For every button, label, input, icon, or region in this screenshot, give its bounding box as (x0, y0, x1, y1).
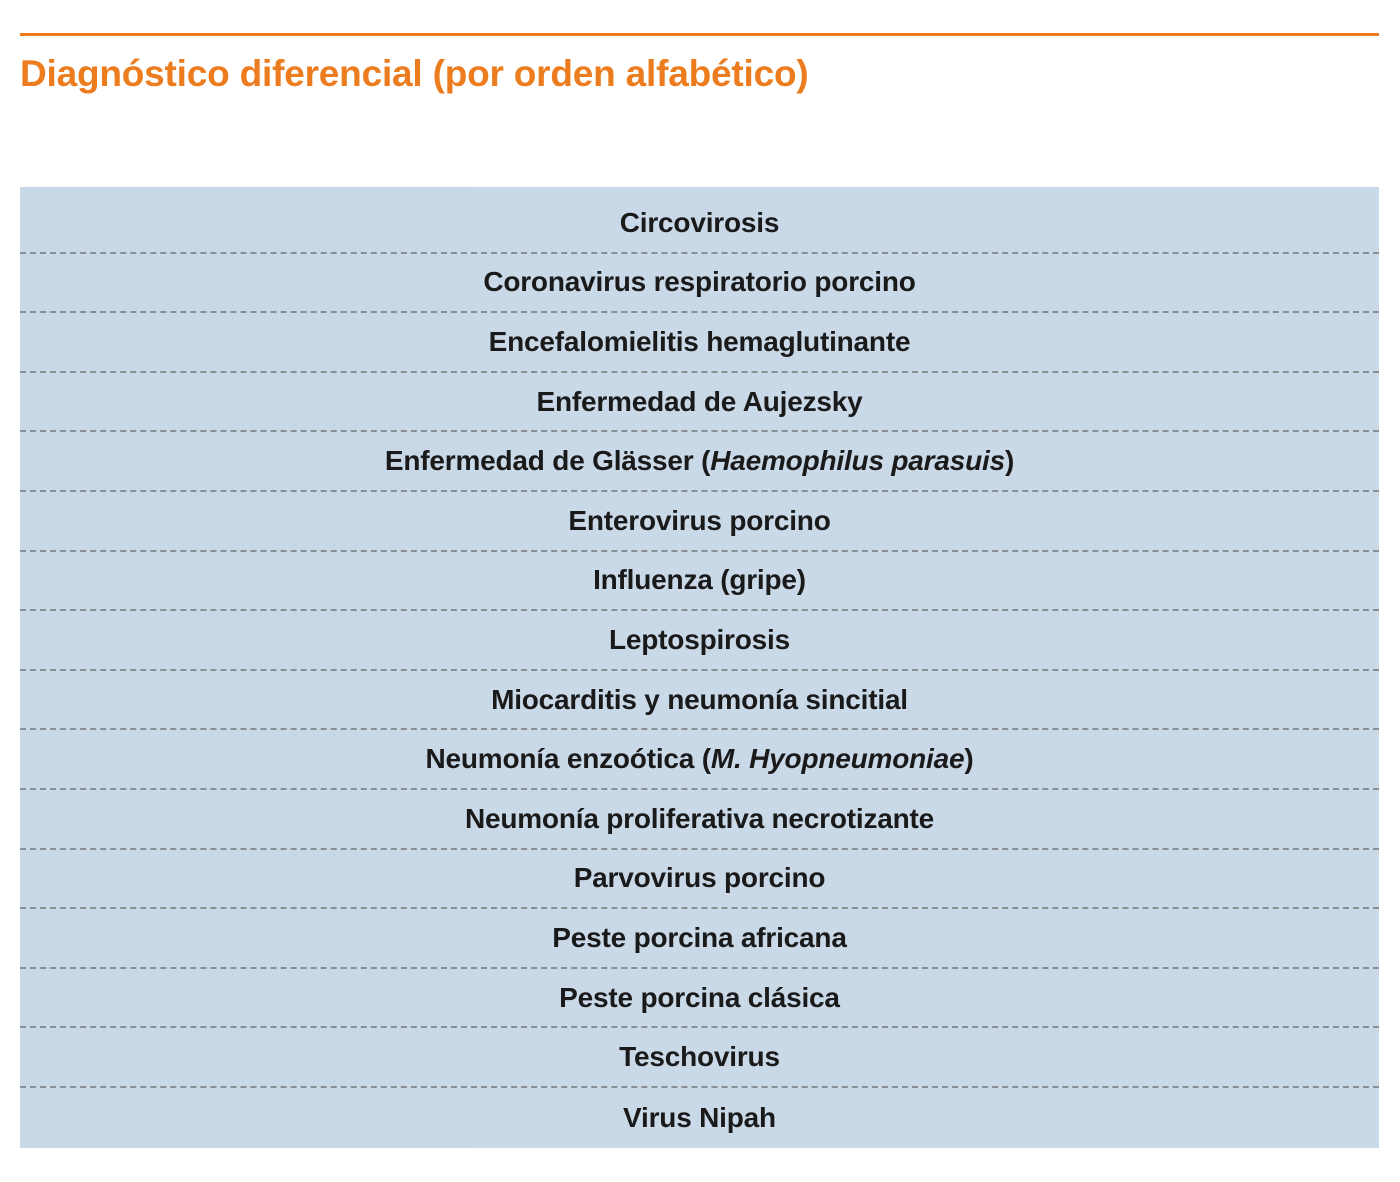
row-text-main: Neumonía enzoótica ( (425, 743, 711, 775)
row-text-suffix: ) (1004, 445, 1015, 477)
table-row (20, 254, 1379, 314)
differential-diagnosis-table (20, 187, 1379, 1148)
row-text-suffix: ) (964, 743, 974, 775)
table-row-label (552, 922, 846, 954)
table-row-label (491, 684, 908, 716)
row-text-main: Coronavirus respiratorio porcino (483, 266, 916, 298)
table-row (20, 492, 1379, 552)
table-row-label (559, 982, 840, 1014)
table-row-label (623, 1102, 776, 1134)
row-text-main: Virus Nipah (623, 1101, 776, 1133)
row-text-main: Teschovirus (619, 1041, 780, 1073)
table-row (20, 969, 1379, 1029)
table-row-label (609, 624, 790, 656)
table-row (20, 313, 1379, 373)
row-text-main: Peste porcina clásica (559, 981, 840, 1013)
row-text-main: Encefalomielitis hemaglutinante (488, 325, 911, 357)
table-row (20, 552, 1379, 612)
row-text-main: Circovirosis (619, 206, 780, 238)
table-row (20, 1028, 1379, 1088)
row-text-main: Enfermedad de Glässer ( (384, 445, 711, 477)
row-text-main: Enfermedad de Aujezsky (536, 385, 863, 417)
table-row-label (536, 386, 862, 418)
row-text-italic: M. Hyopneumoniae (710, 743, 965, 775)
table-row-label (385, 445, 1014, 477)
title-top-rule (20, 33, 1379, 36)
row-text-main: Peste porcina africana (552, 921, 847, 953)
table-row-label (426, 743, 974, 775)
table-row-label (465, 803, 934, 835)
table-row (20, 373, 1379, 433)
table-row (20, 671, 1379, 731)
table-row-label (574, 862, 826, 894)
table-row-label (568, 505, 830, 537)
table-row-label (489, 326, 911, 358)
table-row (20, 730, 1379, 790)
table-row (20, 1088, 1379, 1148)
table-row-label (619, 1041, 780, 1073)
table-row (20, 194, 1379, 254)
row-text-italic: Haemophilus parasuis (710, 445, 1005, 477)
table-rows (20, 194, 1379, 1148)
table-row-label (483, 266, 915, 298)
row-text-main: Parvovirus porcino (573, 862, 826, 894)
table-row-label (593, 564, 806, 596)
row-text-main: Neumonía proliferativa necrotizante (464, 802, 935, 834)
row-text-main: Miocarditis y neumonía sincitial (491, 683, 908, 715)
row-text-main: Leptospirosis (609, 623, 790, 655)
table-row (20, 790, 1379, 850)
row-text-main: Influenza (gripe) (593, 564, 806, 596)
page-title: Diagnóstico diferencial (por orden alfabético) (20, 53, 809, 94)
row-text-main: Enterovirus porcino (568, 504, 831, 536)
table-row (20, 909, 1379, 969)
table-row (20, 432, 1379, 492)
table-row (20, 611, 1379, 671)
table-row (20, 850, 1379, 910)
table-row-label (620, 207, 779, 239)
